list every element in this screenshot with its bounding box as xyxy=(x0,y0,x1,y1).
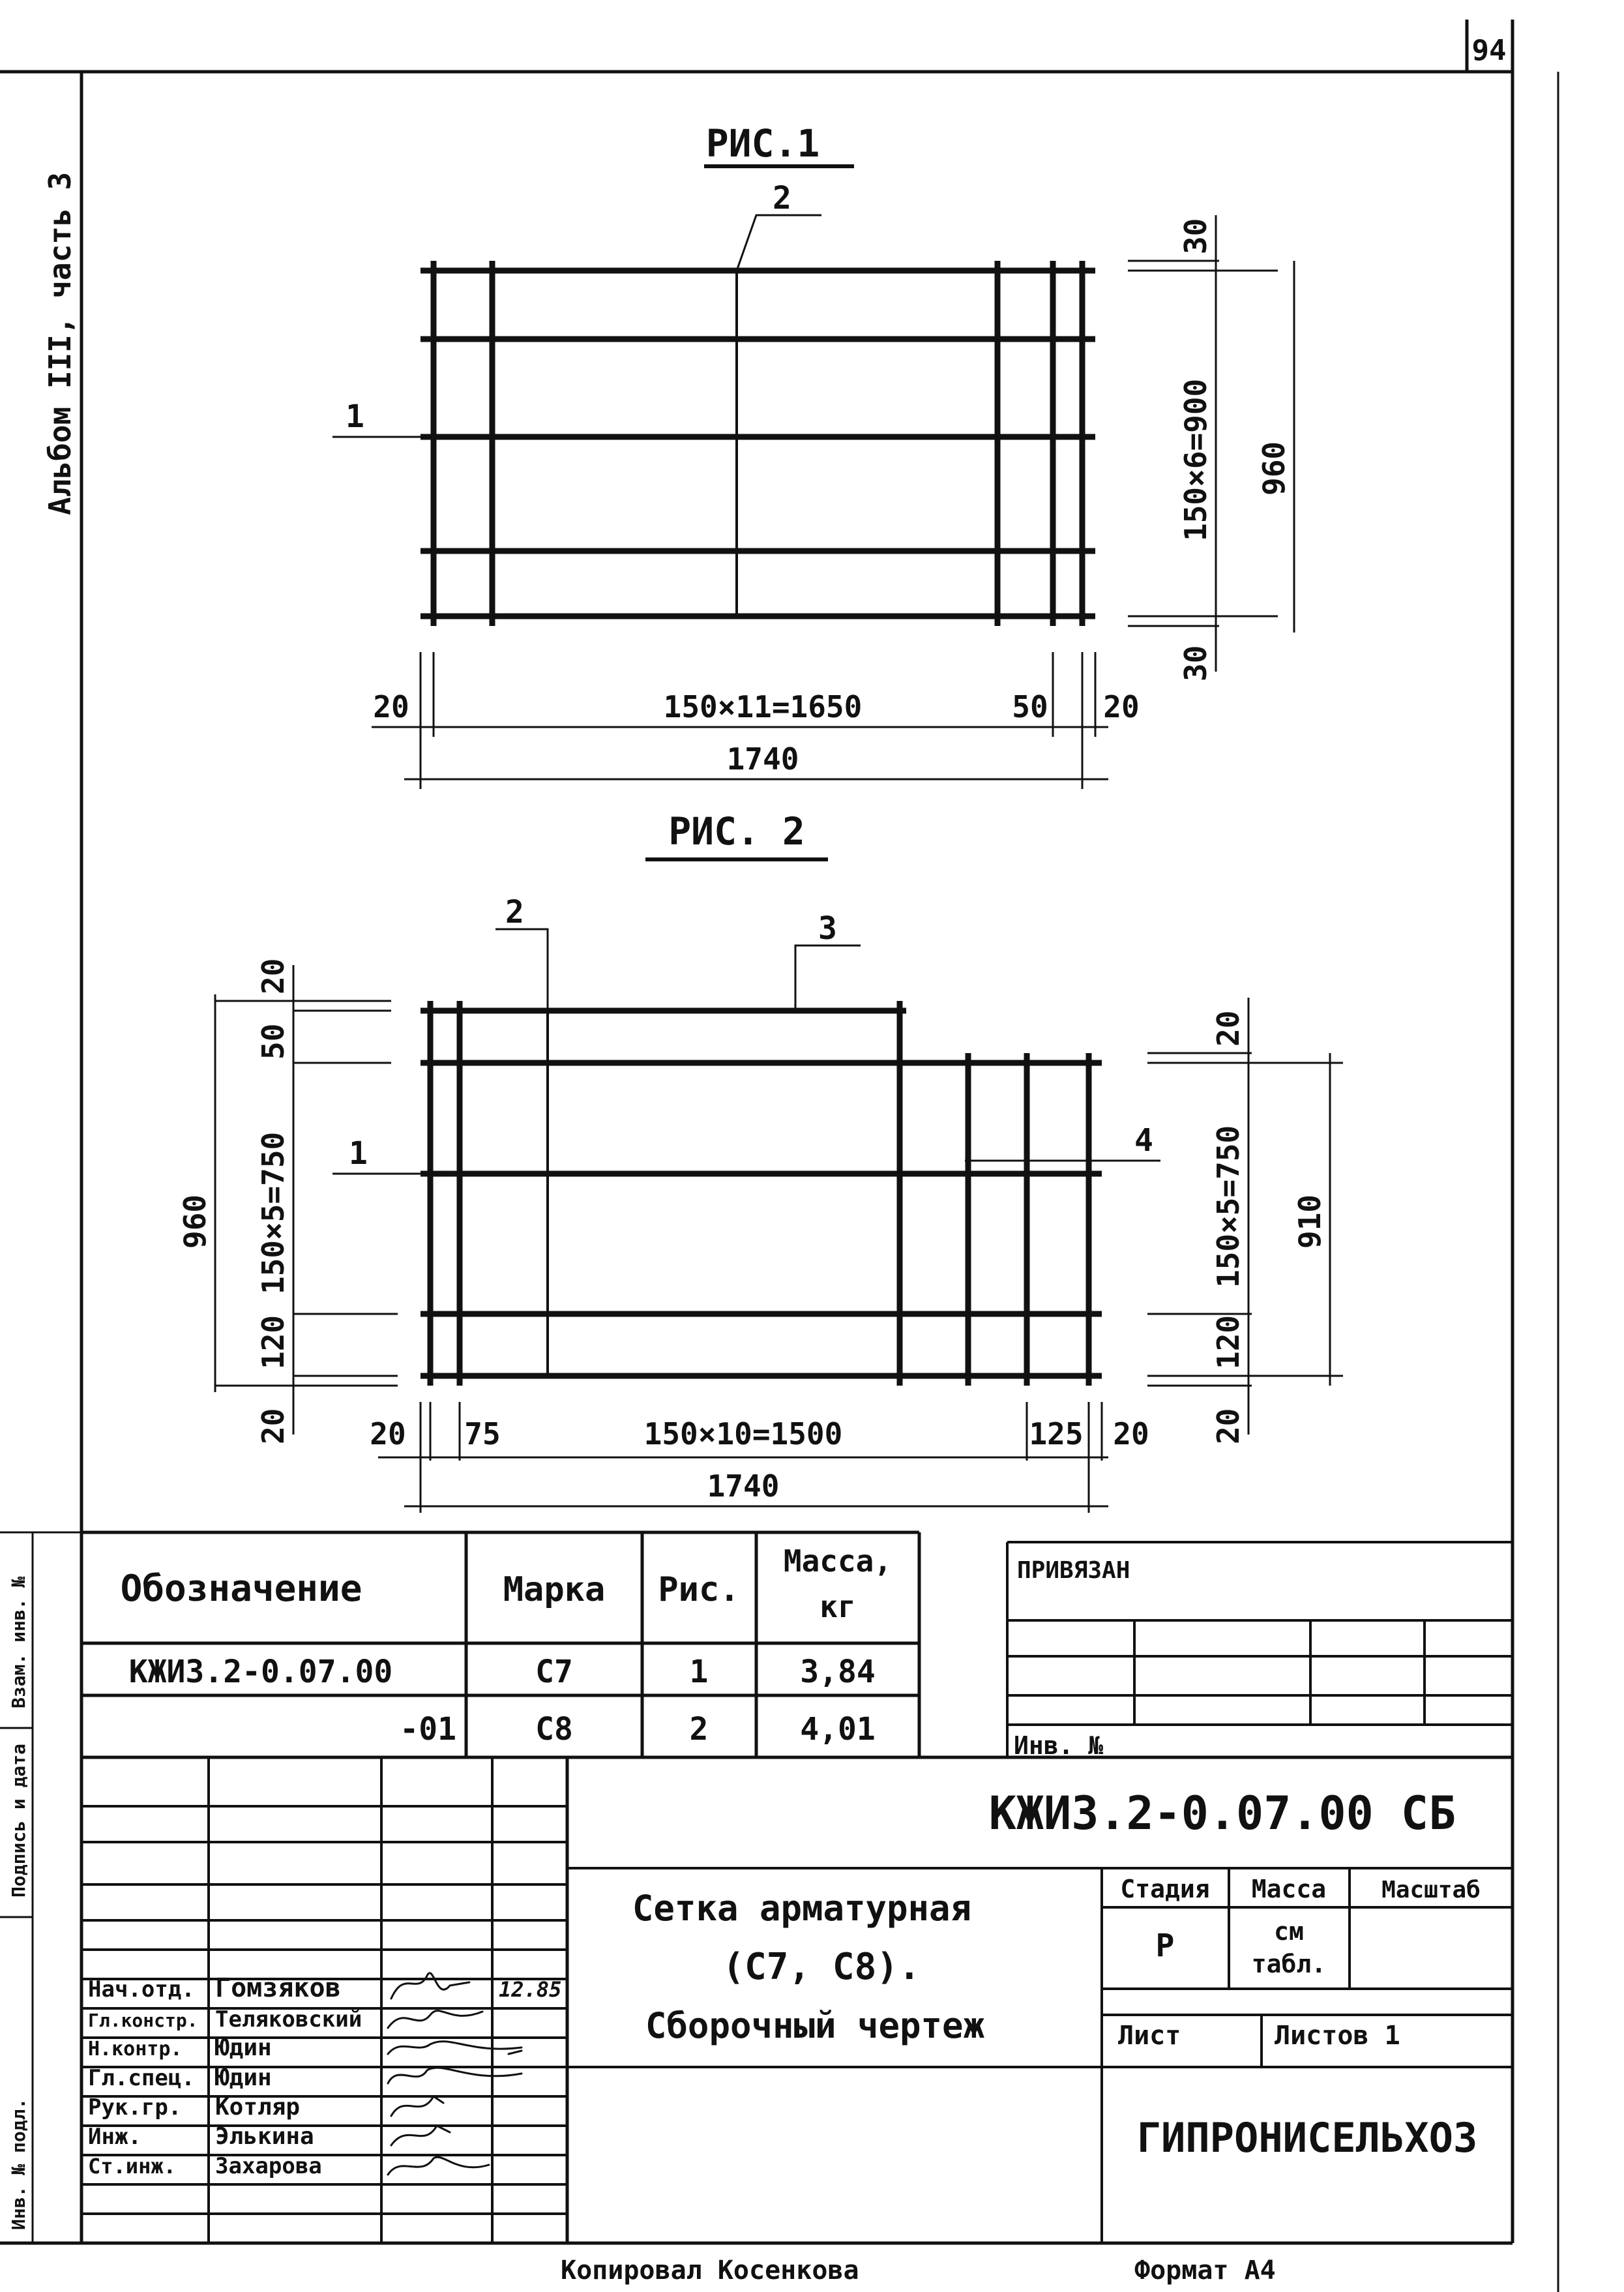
dim-150x5-left: 150×5=750 xyxy=(256,1131,291,1294)
left-margin-strip xyxy=(0,1532,81,2243)
signatures xyxy=(388,1973,522,2175)
dim-20-bottom: 20 xyxy=(1211,1408,1246,1444)
drawing-designation: КЖИ3.2-0.07.00 СБ xyxy=(988,1787,1456,1840)
dim-30-bottom: 30 xyxy=(1178,645,1213,681)
side-label-podpis: Подпись и дата xyxy=(8,1743,29,1898)
spec-table xyxy=(81,1532,919,1757)
row2-mass: 4,01 xyxy=(800,1711,876,1748)
figure-2-transverse-bars xyxy=(430,1001,1089,1386)
title-line-2: (С7, С8). xyxy=(722,1946,921,1988)
dim-50: 50 xyxy=(256,1023,291,1060)
figure-2 xyxy=(177,809,1343,1513)
header-mass: Масса, xyxy=(783,1543,893,1579)
staff-name: Элькина xyxy=(215,2123,314,2150)
staff-name: Юдин xyxy=(215,2064,272,2091)
figure-2-dim-left xyxy=(177,959,398,1444)
album-label: Альбом III, часть 3 xyxy=(42,171,78,515)
sheets-label: Листов 1 xyxy=(1275,2021,1400,2051)
staff-role: Гл.констр. xyxy=(88,2010,198,2031)
sheet-label: Лист xyxy=(1118,2021,1181,2051)
stage-value: Р xyxy=(1155,1927,1175,1964)
row2-fig: 2 xyxy=(689,1711,709,1748)
staff-role: Рук.гр. xyxy=(88,2094,182,2121)
privyazan-block xyxy=(1007,1542,1513,1760)
figure-2-dim-right xyxy=(1147,998,1343,1444)
figure-1-callout-1 xyxy=(332,398,434,437)
dim-30-top: 30 xyxy=(1178,218,1213,254)
dim-1740: 1740 xyxy=(726,741,799,777)
callout-label: 1 xyxy=(346,398,364,435)
privyazan-label: ПРИВЯЗАН xyxy=(1017,1557,1130,1584)
dim-150x5-right: 150×5=750 xyxy=(1211,1125,1246,1288)
mass-value-line1: см xyxy=(1274,1917,1304,1946)
callout-label: 3 xyxy=(818,910,837,947)
dim-125: 125 xyxy=(1029,1416,1084,1451)
staff-name: Юдин xyxy=(215,2034,272,2061)
callout-label: 4 xyxy=(1134,1122,1153,1159)
staff-name: Гомзяков xyxy=(215,1973,341,2003)
title-line-1: Сетка арматурная xyxy=(632,1888,972,1929)
dim-20-right: 20 xyxy=(1113,1416,1149,1451)
dim-20-right: 20 xyxy=(1103,689,1140,724)
figure-1-transverse-bars xyxy=(434,261,1082,626)
figure-2-dim-bottom xyxy=(370,1402,1149,1513)
dim-150x11: 150×11=1650 xyxy=(663,689,863,724)
dim-20-left: 20 xyxy=(370,1416,406,1451)
title-line-3: Сборочный чертеж xyxy=(645,2005,985,2046)
footer-format: Формат А4 xyxy=(1134,2255,1276,2285)
dim-120-right: 120 xyxy=(1211,1315,1246,1369)
figure-1-dim-bottom xyxy=(372,652,1140,789)
figure-2-longitudinal-bars xyxy=(421,1011,1102,1376)
figure-2-title: РИС. 2 xyxy=(668,809,805,854)
figure-1-dim-right xyxy=(1128,215,1294,681)
staff-role: Ст.инж. xyxy=(88,2154,176,2179)
staff-role: Гл.спец. xyxy=(88,2065,195,2091)
callout-label: 2 xyxy=(773,180,791,216)
page-number: 94 xyxy=(1471,34,1507,67)
figure-1-longitudinal-bars xyxy=(421,271,1095,616)
header-fig: Рис. xyxy=(658,1570,740,1609)
staff-role: Нач.отд. xyxy=(88,1976,195,2002)
dim-20-bottom: 20 xyxy=(256,1408,291,1444)
dim-960: 960 xyxy=(177,1194,213,1249)
dim-150x6: 150×6=900 xyxy=(1178,378,1213,541)
mass-value-line2: табл. xyxy=(1251,1950,1327,1978)
side-label-inv-podl: Инв. № подл. xyxy=(8,2098,29,2230)
dim-960: 960 xyxy=(1256,441,1292,496)
row1-mark: С7 xyxy=(535,1654,573,1690)
mass-header: Масса xyxy=(1251,1875,1327,1903)
staff-name: Котляр xyxy=(215,2094,301,2121)
stage-header: Стадия xyxy=(1120,1875,1210,1903)
dim-910: 910 xyxy=(1292,1194,1327,1249)
row2-designation: -01 xyxy=(400,1711,456,1748)
dim-1740: 1740 xyxy=(707,1468,780,1504)
figure-2-callout-2 xyxy=(495,894,548,1063)
staff-role: Н.контр. xyxy=(88,2038,183,2061)
row1-fig: 1 xyxy=(689,1654,709,1690)
dim-120-left: 120 xyxy=(256,1315,291,1369)
row1-mass: 3,84 xyxy=(800,1654,876,1690)
dim-150x10: 150×10=1500 xyxy=(643,1416,843,1451)
approval-date: 12.85 xyxy=(499,1977,562,2002)
inv-label: Инв. № xyxy=(1014,1731,1104,1760)
figure-2-callout-1 xyxy=(332,1135,456,1174)
header-mark: Марка xyxy=(503,1570,606,1609)
row1-designation: КЖИ3.2-0.07.00 xyxy=(128,1654,393,1690)
dim-50: 50 xyxy=(1012,689,1048,724)
staff-name: Теляковский xyxy=(215,2006,362,2032)
scale-header: Масштаб xyxy=(1381,1877,1481,1903)
staff-name: Захарова xyxy=(215,2153,322,2179)
header-designation: Обозначение xyxy=(120,1568,362,1610)
callout-label: 2 xyxy=(505,894,524,930)
dim-20-top: 20 xyxy=(1211,1010,1246,1047)
header-mass-unit: кг xyxy=(819,1589,856,1624)
figure-2-callout-3 xyxy=(795,910,861,1011)
title-block xyxy=(81,1757,1513,2243)
footer-copied: Копировал Косенкова xyxy=(561,2255,859,2285)
figure-1-title: РИС.1 xyxy=(705,121,820,166)
figure-1-callout-2 xyxy=(737,180,821,271)
row2-mark: С8 xyxy=(535,1711,573,1748)
figure-1 xyxy=(332,121,1294,789)
side-label-vzam-inv: Взам. инв. № xyxy=(8,1576,29,1708)
figure-2-callout-4 xyxy=(965,1122,1160,1161)
dim-20-left: 20 xyxy=(373,689,409,724)
dim-75: 75 xyxy=(464,1416,501,1451)
callout-label: 1 xyxy=(349,1135,368,1172)
dim-20-top: 20 xyxy=(256,958,291,994)
organization-name: ГИПРОНИСЕЛЬХОЗ xyxy=(1136,2114,1478,2162)
staff-role: Инж. xyxy=(88,2124,141,2150)
